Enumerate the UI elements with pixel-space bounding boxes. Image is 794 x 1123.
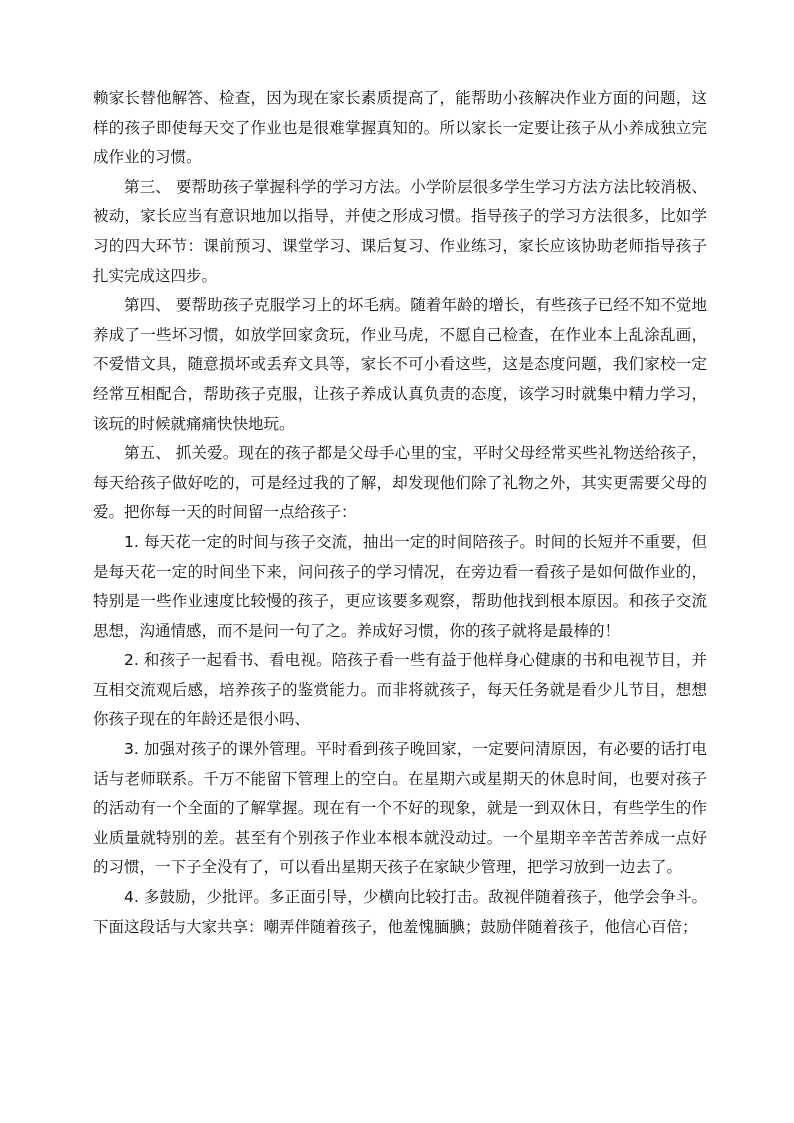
paragraph-point-five: 第五、 抓关爱。现在的孩子都是父母手心里的宝，平时父母经常买些礼物送给孩子，每天给孩子做好吃的，可是经过我的了解，却发现他们除了礼物之外，其实更需要父母的爱。把你每一天的时间留一点给孩子： xyxy=(93,444,707,522)
paragraph-point-four: 第四、 要帮助孩子克服学习上的坏毛病。随着年龄的增长，有些孩子已经不知不觉地养成了一些坏习惯，如放学回家贪玩，作业马虎，不愿自己检查，在作业本上乱涂乱画，不爱惜文具，随意损坏或丢弃文具等，家长不可小看这些，这是态度问题，我们家校一定经常互相配合，帮助孩子克服，让孩子养成认真负责的态度，该学习时就集中精力学习，该玩的时候就痛痛快快地玩。 xyxy=(93,296,707,433)
list-item-2: 2. 和孩子一起看书、看电视。陪孩子看一些有益于他样身心健康的书和电视节目，并互相交流观后感，培养孩子的鉴赏能力。而非将就孩子，每天任务就是看少儿节目，想想你孩子现在的年龄还是很小吗、 xyxy=(93,651,707,729)
document-body xyxy=(93,84,707,942)
list-item-1: 1. 每天花一定的时间与孩子交流，抽出一定的时间陪孩子。时间的长短并不重要，但是每天花一定的时间坐下来，问问孩子的学习情况，在旁边看一看孩子是如何做作业的，特别是一些作业速度比较慢的孩子，更应该要多观察，帮助他找到根本原因。和孩子交流思想，沟通情感，而不是问一句了之。养成好习惯，你的孩子就将是最棒的！ xyxy=(93,532,707,640)
list-item-4: 4. 多鼓励，少批评。多正面引导，少横向比较打击。敌视伴随着孩子，他学会争斗。下面这段话与大家共享：嘲弄伴随着孩子，他羞愧腼腆；鼓励伴随着孩子，他信心百倍； xyxy=(93,888,707,936)
paragraph-continuation: 赖家长替他解答、检查，因为现在家长素质提高了，能帮助小孩解决作业方面的问题，这样的孩子即使每天交了作业也是很难掌握真知的。所以家长一定要让孩子从小养成独立完成作业的习惯。 xyxy=(93,89,707,167)
list-item-3: 3. 加强对孩子的课外管理。平时看到孩子晚回家，一定要问清原因，有必要的话打电话与老师联系。千万不能留下管理上的空白。在星期六或星期天的休息时间，也要对孩子的活动有一个全面的了解掌握。现在有一个不好的现象，就是一到双休日，有些学生的作业质量就特别的差。甚至有个别孩子作业本根本就没动过。一个星期辛辛苦苦养成一点好的习惯，一下子全没有了，可以看出星期天孩子在家缺少管理，把学习放到一边去了。 xyxy=(93,740,707,877)
paragraph-point-three: 第三、 要帮助孩子掌握科学的学习方法。小学阶层很多学生学习方法方法比较消极、被动，家长应当有意识地加以指导，并使之形成习惯。指导孩子的学习方法很多，比如学习的四大环节：课前预习、课堂学习、课后复习、作业练习，家长应该协助老师指导孩子扎实完成这四步。 xyxy=(93,177,707,285)
